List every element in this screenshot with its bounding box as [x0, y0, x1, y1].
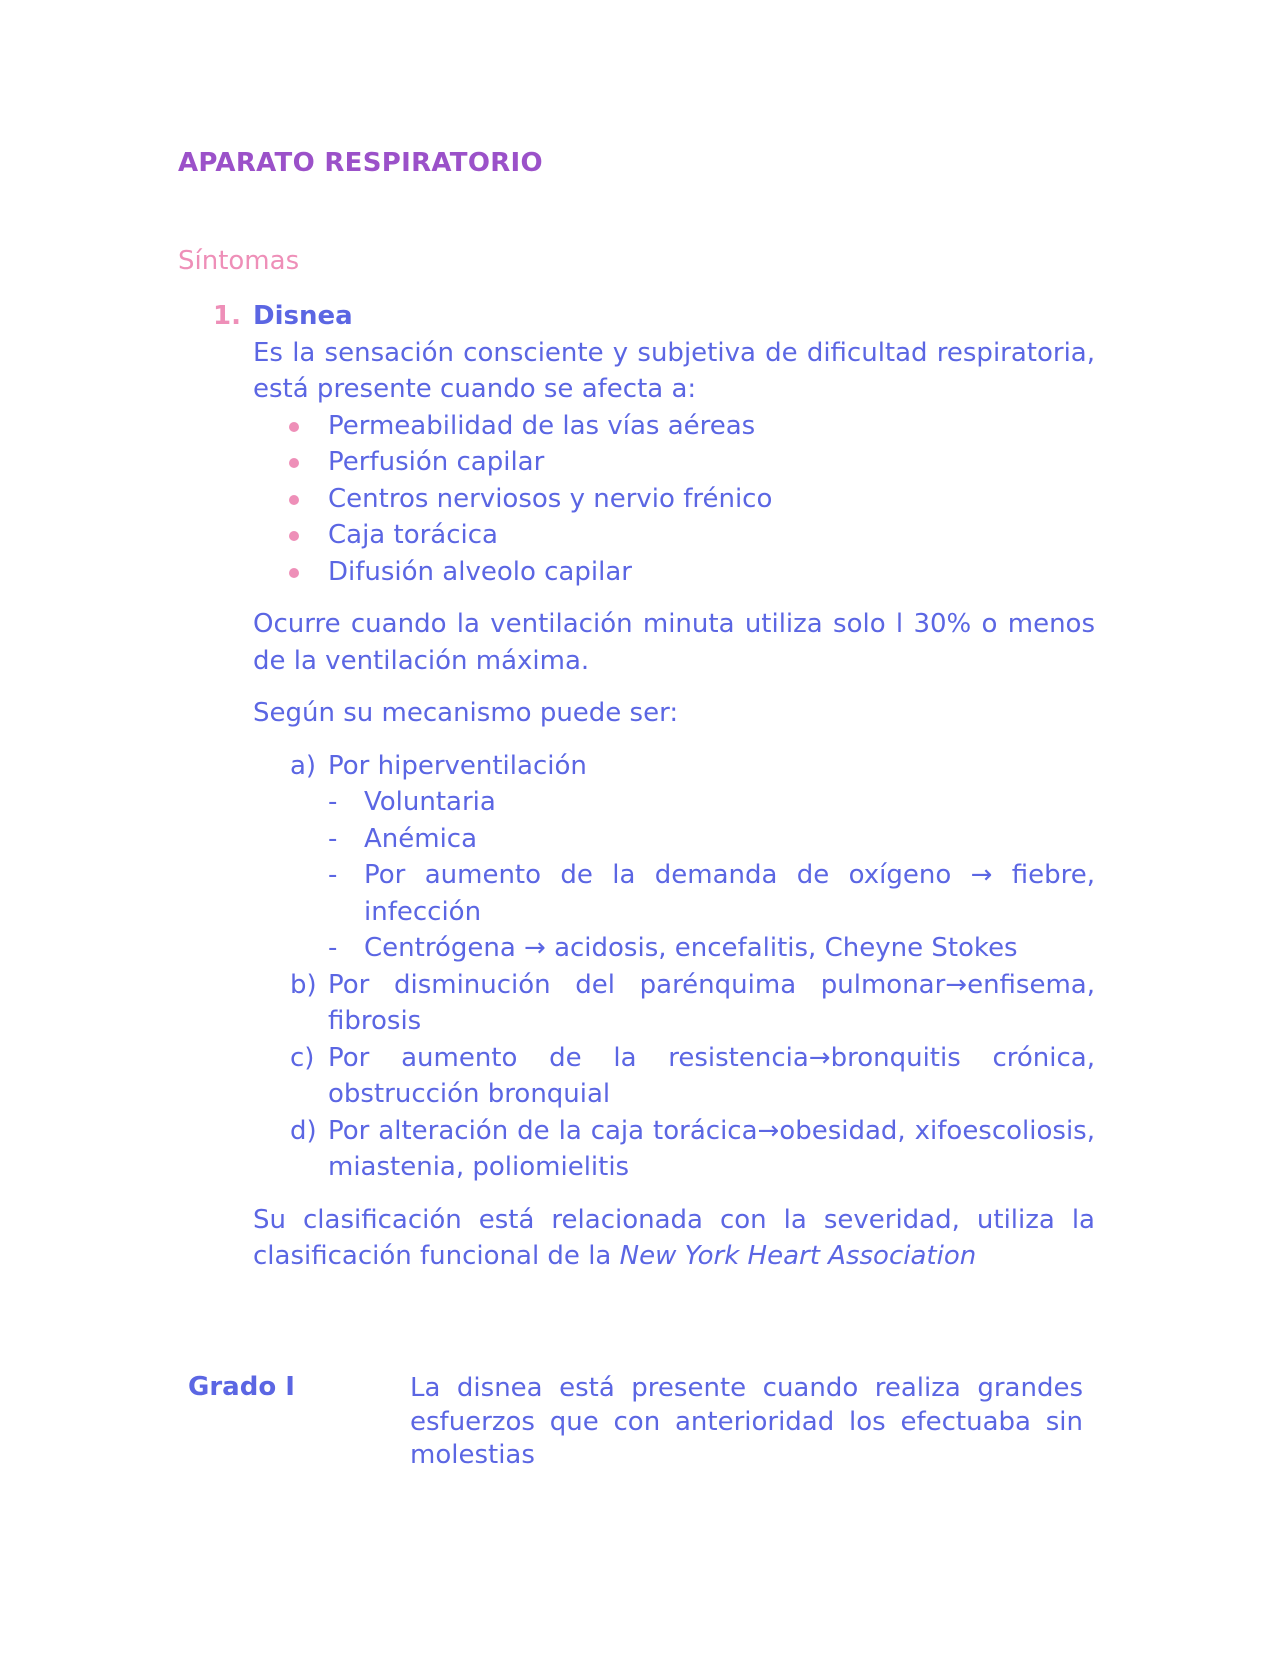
sublist-item: - Centrógena → acidosis, encefalitis, Cheyne Stokes [328, 930, 1095, 967]
list-item: Caja torácica [253, 517, 1095, 554]
list-item: Difusión alveolo capilar [253, 554, 1095, 591]
dash-marker: - [328, 933, 338, 963]
bullet-icon [289, 568, 299, 578]
mechanism-text: Por disminución del parénquima pulmonar→enfisema, fibrosis [328, 969, 1095, 1036]
sublist-item: - Anémica [328, 821, 1095, 858]
grade-label: Grado I [188, 1372, 295, 1402]
mechanism-item [253, 1113, 1095, 1186]
mechanism-item [253, 1040, 1095, 1113]
dash-marker: - [328, 860, 338, 890]
mechanism-item [253, 967, 1095, 1040]
occurs-paragraph: Ocurre cuando la ventilación minuta utiliza solo l 30% o menos de la ventilación máxima. [253, 609, 1095, 676]
mechanism-text: Por alteración de la caja torácica→obesidad, xifoescoliosis, miastenia, poliomielitis [328, 1115, 1095, 1182]
bullet-icon [289, 422, 299, 432]
list-item: Permeabilidad de las vías aéreas [253, 408, 1095, 445]
list-marker: a) [290, 750, 317, 781]
page-title: APARATO RESPIRATORIO [178, 148, 543, 178]
mechanism-sublist [328, 784, 1095, 967]
mechanism-list [253, 748, 1095, 1186]
grade-description: La disnea está presente cuando realiza grandes esfuerzos que con anterioridad los efectuaba sin molestias [410, 1373, 1083, 1470]
list-item: Centros nerviosos y nervio frénico [253, 481, 1095, 518]
sublist-item: - Voluntaria [328, 784, 1095, 821]
section-heading: Síntomas [178, 246, 300, 276]
mechanism-text: Por aumento de la resistencia→bronquitis crónica, obstrucción bronquial [328, 1042, 1095, 1109]
mechanism-intro: Según su mecanismo puede ser: [253, 698, 679, 728]
mechanism-item [253, 748, 1095, 967]
dash-marker: - [328, 787, 338, 817]
disnea-heading [213, 298, 1095, 335]
affected-list [253, 408, 1095, 591]
classification-paragraph: Su clasificación está relacionada con la severidad, utiliza la clasificación funcional de la New York Heart Association [253, 1204, 1095, 1271]
nyha-reference: New York Heart Association [619, 1241, 977, 1271]
dash-marker: - [328, 823, 338, 854]
list-marker: b) [290, 969, 317, 1000]
list-marker: c) [290, 1042, 315, 1073]
sublist-item: - Por aumento de la demanda de oxígeno → fiebre, infección [328, 857, 1095, 930]
list-number: 1. [213, 301, 241, 331]
disnea-section [213, 298, 1095, 1275]
bullet-icon [289, 531, 299, 541]
bullet-icon [289, 495, 299, 505]
disnea-title: Disnea [253, 301, 353, 331]
disnea-definition: Es la sensación consciente y subjetiva de dificultad respiratoria, está presente cuando se afecta a: [253, 337, 1095, 404]
list-item: Perfusión capilar [253, 444, 1095, 481]
list-marker: d) [290, 1115, 317, 1146]
bullet-icon [289, 458, 299, 468]
mechanism-text: Por hiperventilación [328, 750, 587, 781]
